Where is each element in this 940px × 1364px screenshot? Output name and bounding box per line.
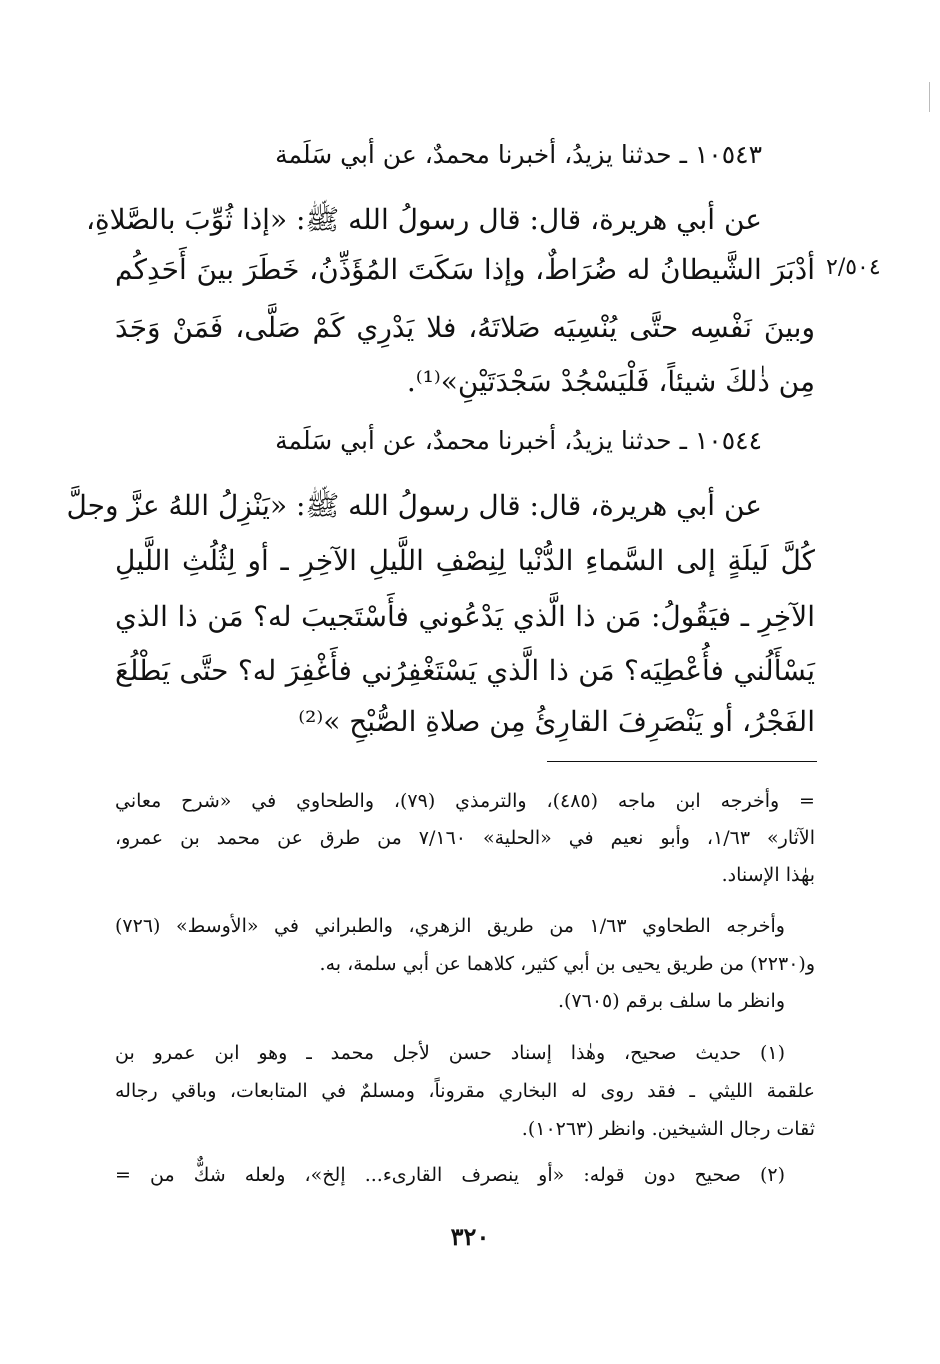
hadith-10544-line-2: كُلَّ لَيلَةٍ إلى السَّماءِ الدُّنْيا لِنِصْفِ اللَّيلِ الآخِرِ ـ أو لِثُلُثِ اللَّيلِ bbox=[115, 544, 815, 577]
footnote-tahawi-line-1: وأخرجه الطحاوي ١/٦٣ من طريق الزهري، والطبراني في «الأوسط» (٧٢٦) bbox=[115, 915, 785, 937]
footnote-1-line-2: علقمة الليثي ـ فقد روى له البخاري مقروناً، ومسلمٌ في المتابعات، وباقي رجاله bbox=[115, 1080, 815, 1102]
page-number: ٣٢٠ bbox=[450, 1222, 490, 1251]
hadith-heading-10543: ١٠٥٤٣ ـ حدثنا يزيدُ، أخبرنا محمدٌ، عن أبي سَلَمة bbox=[275, 140, 762, 169]
hadith-10543-line-1: عن أبي هريرة، قال: قال رسولُ الله ﷺ: «إذا ثُوِّبَ بالصَّلاةِ، bbox=[85, 203, 762, 236]
hadith-10544-line-4: يَسْأَلُني فأُعْطِيَه؟ مَن ذا الَّذي يَسْتَغْفِرُني فأَغْفِرَ له؟ حتَّى يَطْلُعَ bbox=[115, 654, 815, 687]
footnote-1-line-3: ثقات رجال الشيخين. وانظر (١٠٢٦٣). bbox=[521, 1118, 815, 1140]
footnote-continuation-line-2: الآثار» ١/٦٣، وأبو نعيم في «الحلية» ٧/١٦٠ من طرق عن محمد بن عمرو، bbox=[115, 827, 816, 849]
footnote-separator bbox=[547, 761, 817, 762]
hadith-10543-line-2: أدْبَرَ الشَّيطانُ له ضُرَاطٌ، وإذا سَكَتَ المُؤَذِّنُ، خَطَرَ بينَ أَحَدِكُم bbox=[115, 253, 815, 286]
footnote-see-also: وانظر ما سلف برقم (٧٦٠٥). bbox=[557, 990, 785, 1012]
hadith-10544-line-3: الآخِرِ ـ فيَقُولُ: مَن ذا الَّذي يَدْعُوني فأَسْتَجيبَ له؟ مَن ذا الذي bbox=[115, 600, 815, 633]
hadith-10543-line-3: وبينَ نَفْسِه حتَّى يُنْسِيَه صَلاتَهُ، فلا يَدْرِي كَمْ صَلَّى، فَمَنْ وَجَدَ bbox=[115, 311, 815, 344]
footnote-tahawi-line-2: و(٢٢٣٠) من طريق يحيى بن أبي كثير، كلاهما عن أبي سلمة، به. bbox=[319, 953, 815, 975]
footnote-continuation-line-3: بهٰذا الإسناد. bbox=[721, 864, 815, 886]
hadith-10544-line-5: الفَجْرُ، أو يَنْصَرِفَ القارِئُ مِن صلاةِ الصُّبْحِ »⁽²⁾ bbox=[298, 705, 815, 738]
margin-volume-page-ref: ٢/٥٠٤ bbox=[826, 255, 881, 280]
hadith-10544-line-1: عن أبي هريرة، قال: قال رسولُ الله ﷺ: «يَنْزِلُ اللهُ عزَّ وجلَّ bbox=[66, 489, 762, 522]
scan-edge-mark bbox=[929, 82, 930, 112]
footnote-continuation-line-1: = وأخرجه ابن ماجه (٤٨٥)، والترمذي (٧٩)، والطحاوي في «شرح معاني bbox=[115, 790, 815, 812]
hadith-heading-10544: ١٠٥٤٤ ـ حدثنا يزيدُ، أخبرنا محمدٌ، عن أبي سَلَمة bbox=[275, 426, 762, 455]
hadith-10543-line-4: مِن ذٰلكَ شيئاً، فَلْيَسْجُدْ سَجْدَتَيْنِ»⁽¹⁾. bbox=[406, 365, 815, 398]
footnote-2: (٢) صحيح دون قوله: «أو ينصرف القارىء... إلخ»، ولعله شكٌّ من = bbox=[115, 1164, 785, 1186]
footnote-1-line-1: (١) حديث صحيح، وهٰذا إسناد حسن لأجل محمد ـ وهو ابن عمرو بن bbox=[115, 1042, 785, 1064]
